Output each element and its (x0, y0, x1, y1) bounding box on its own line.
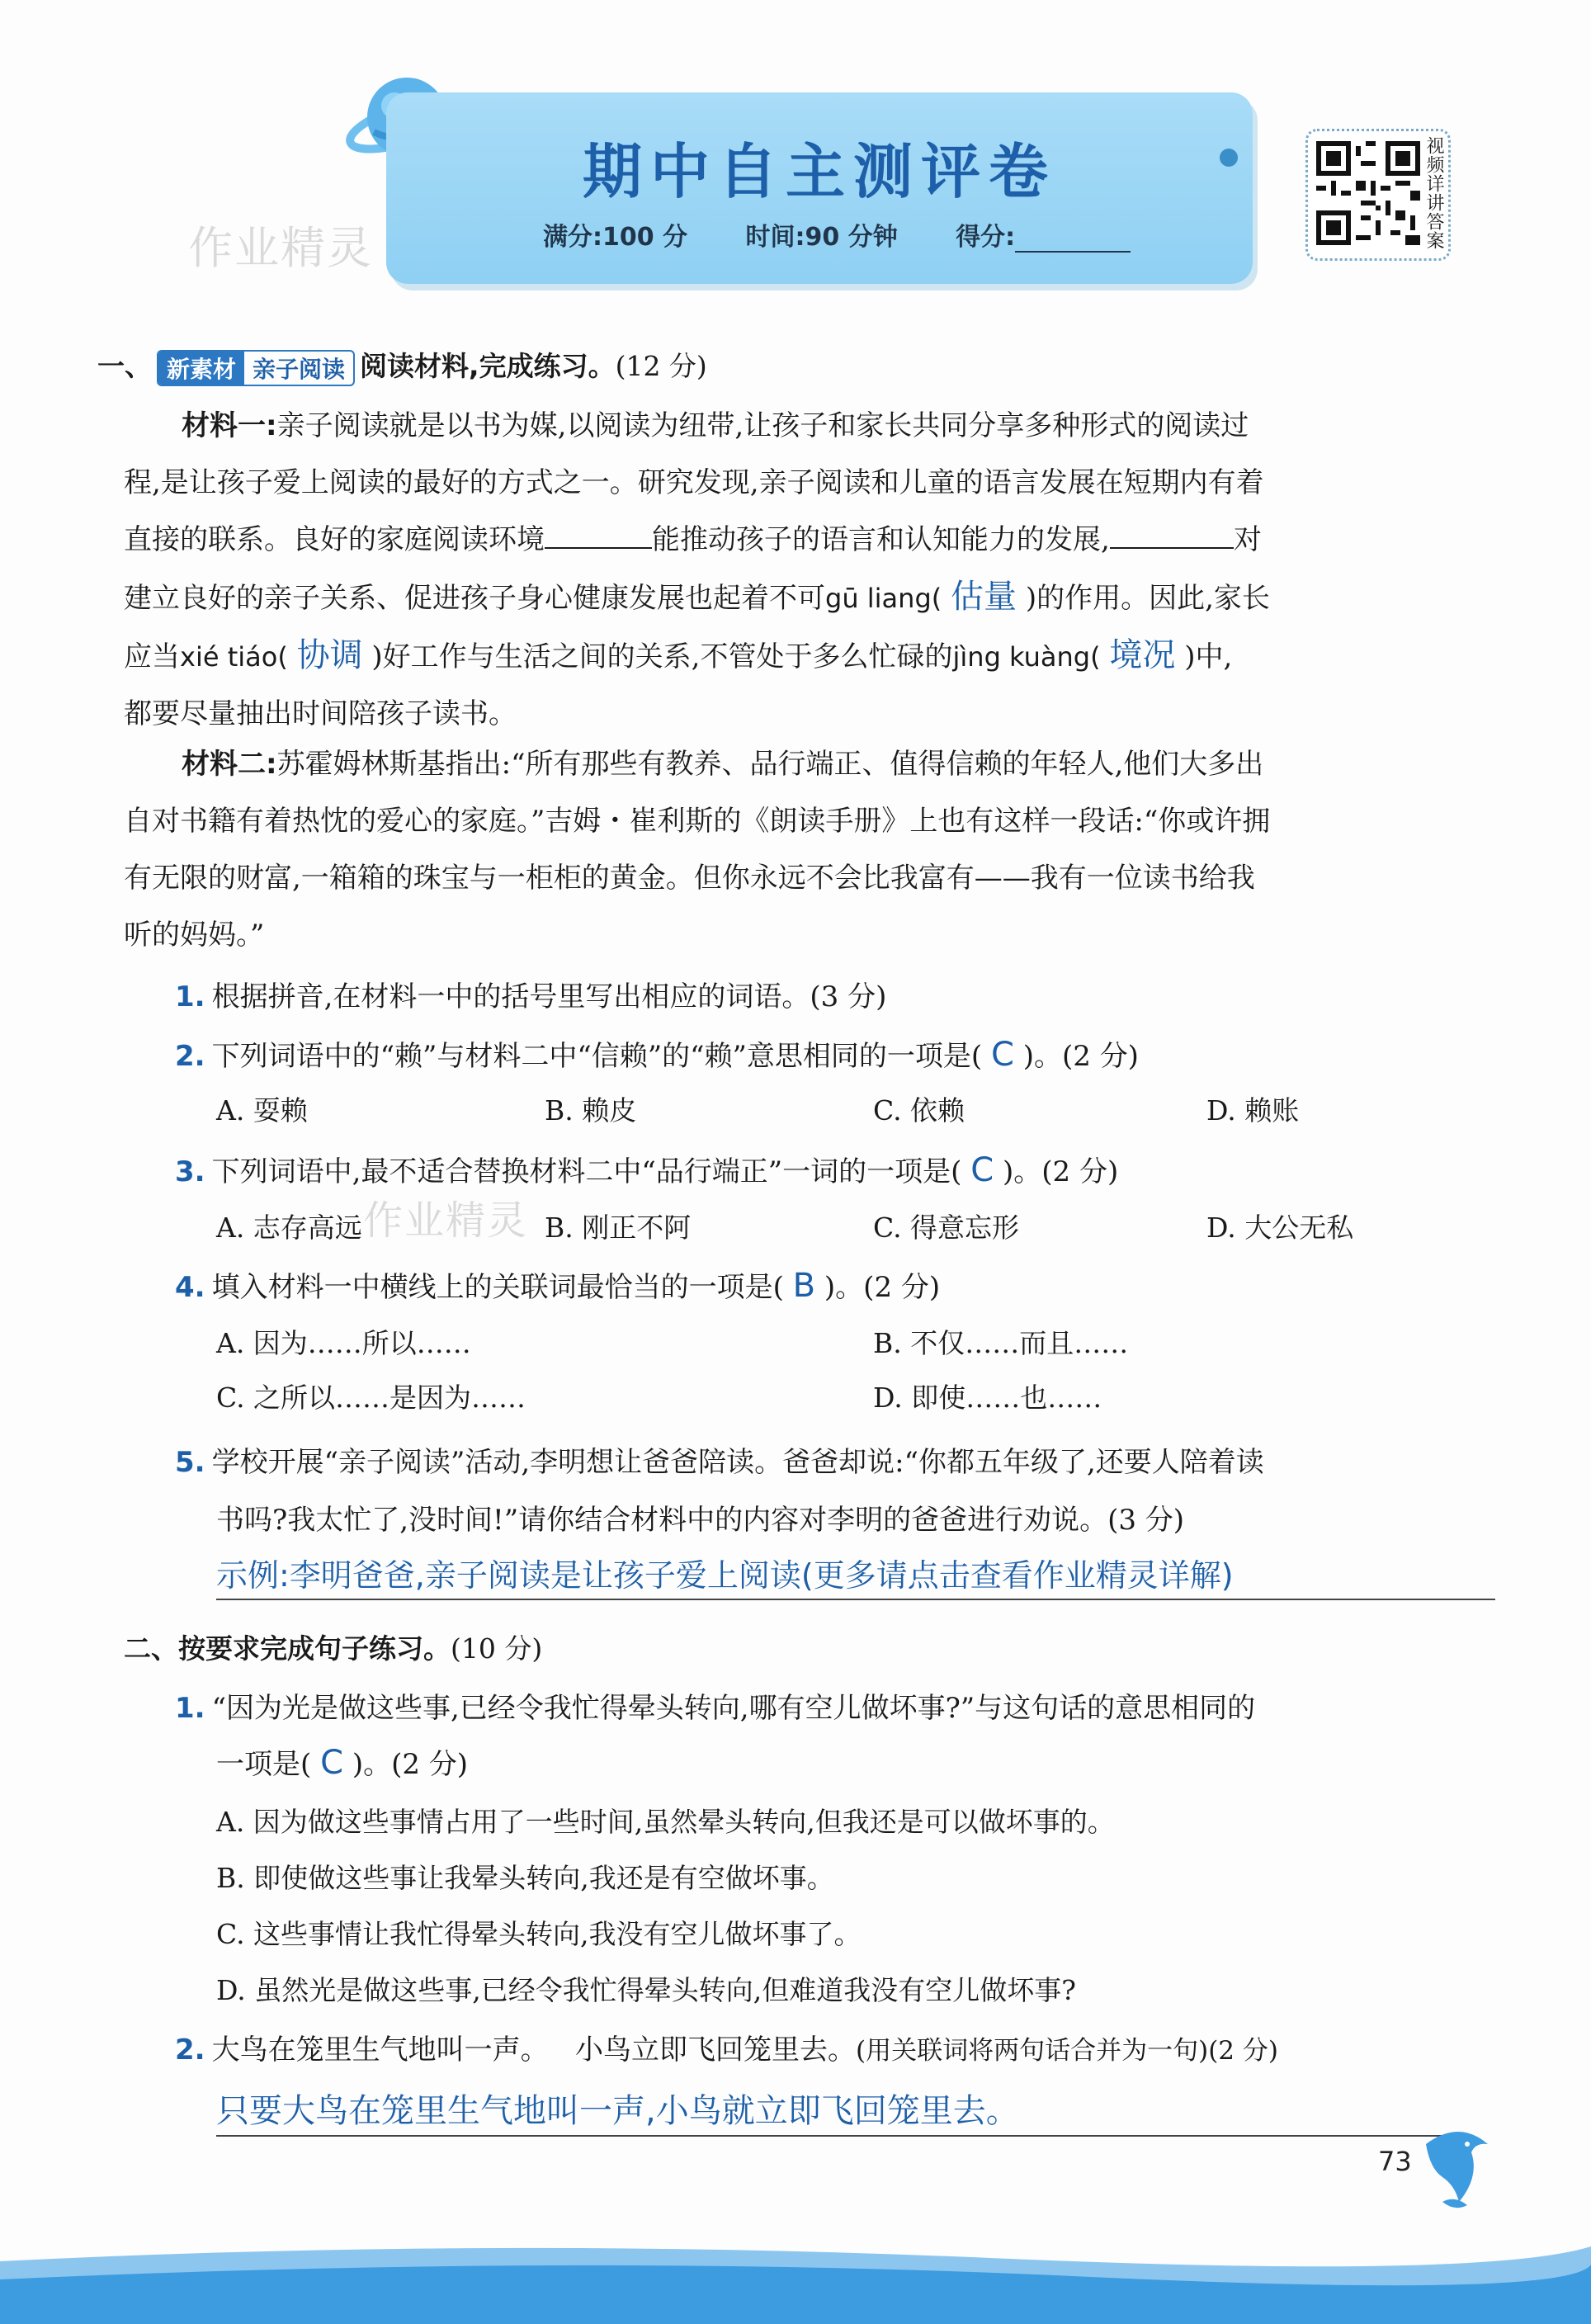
option: D. 虽然光是做这些事,已经令我忙得晕头转向,但难道我没有空儿做坏事? (216, 1974, 1076, 2006)
footer-band (0, 2228, 1591, 2324)
material-1: 材料一:亲子阅读就是以书为媒,以阅读为纽带,让孩子和家长共同分享多种形式的阅读过 程,是让孩子爱上阅读的最好的方式之一。研究发现,亲子阅读和儿童的语言发展在短期内有着 直接的联系。良好的家庭阅读环境 能推动孩子的语言和认知能力的发展, 对 建立良好的亲子关系、促进孩子身心健康发展也起着不可gū liang( 估量 )的作用。因此,家长 应当xié tiáo( 协调 )好工作与生活之间的关系,不管处于多么忙碌的jìng kuàng( 境况 )中, 都要尽量抽出时间陪孩子读书。 (124, 409, 1270, 730)
question-1-4: 4. 填入材料一中横线上的关联词最恰当的一项是( B )。(2 分) (175, 1267, 941, 1305)
qr-code[interactable] (1305, 129, 1451, 261)
question-2-1-cont: 一项是( C )。(2 分) (216, 1744, 469, 1782)
option: D. 赖账 (1206, 1094, 1300, 1127)
answer-xietiao: 协调 (296, 636, 363, 674)
section-1-heading: 一、 新素材 亲子阅读 阅读材料,完成练习。(12 分) (97, 345, 707, 386)
option: B. 不仅……而且…… (873, 1327, 1129, 1359)
qr-label: 视频详讲答案 (1423, 136, 1444, 250)
option: D. 大公无私 (1206, 1212, 1354, 1244)
answer-guliang: 估量 (951, 578, 1017, 616)
option: D. 即使……也…… (873, 1382, 1102, 1414)
option: B. 即使做这些事让我晕头转向,我还是有空做坏事。 (216, 1862, 834, 1894)
exam-time: 时间:90 分钟 (745, 223, 898, 252)
exam-meta (543, 216, 1180, 253)
option: C. 依赖 (873, 1094, 965, 1127)
answer-jingkuang: 境况 (1109, 636, 1176, 674)
watermark: 作业精灵 (188, 222, 373, 274)
score-label: 得分: (956, 223, 1180, 252)
qr-code-icon (1316, 138, 1420, 248)
material-2: 材料二:苏霍姆林斯基指出:“所有那些有教养、品行端正、值得信赖的年轻人,他们大多出 自对书籍有着热忱的爱心的家庭。”吉姆・崔利斯的《朗读手册》上也有这样一段话:“你或许拥 有无限的财富,一箱箱的珠宝与一柜柜的黄金。但你永远不会比我富有——我有一位读书给我 听的妈妈。” (124, 748, 1271, 952)
question-2-1: 1. “因为光是做这些事,已经令我忙得晕头转向,哪有空儿做坏事?”与这句话的意思相同的 (175, 1692, 1256, 1725)
dolphin-icon (1409, 2119, 1500, 2218)
question-1-3: 3. 下列词语中,最不适合替换材料二中“品行端正”一词的一项是( C )。(2 分) (175, 1151, 1119, 1189)
title-card (386, 92, 1253, 284)
page-title: 期中自主测评卷 (582, 137, 1056, 206)
answer-q2-2: 只要大鸟在笼里生气地叫一声,小鸟就立即飞回笼里去。 (216, 2085, 1462, 2137)
question-1-5-cont: 书吗?我太忙了,没时间!”请你结合材料中的内容对李明的爸爸进行劝说。(3 分) (216, 1504, 1185, 1537)
option: B. 赖皮 (545, 1094, 637, 1127)
option: B. 刚正不阿 (545, 1212, 692, 1244)
material-tag: 新素材 亲子阅读 (157, 350, 355, 386)
option: C. 之所以……是因为…… (216, 1382, 526, 1414)
watermark: 作业精灵 (363, 1197, 529, 1244)
option: A. 因为……所以…… (216, 1327, 471, 1359)
section-2-heading: 二、按要求完成句子练习。(10 分) (124, 1632, 543, 1665)
full-score: 满分:100 分 (543, 223, 688, 252)
question-1-2: 2. 下列词语中的“赖”与材料二中“信赖”的“赖”意思相同的一项是( C )。(2 分) (175, 1036, 1139, 1074)
option: A. 志存高远 (216, 1212, 362, 1244)
question-1-5: 5. 学校开展“亲子阅读”活动,李明想让爸爸陪读。爸爸却说:“你都五年级了,还要人陪着读 (175, 1446, 1264, 1479)
page-number: 73 (1378, 2146, 1412, 2177)
question-1-1: 1. 根据拼音,在材料一中的括号里写出相应的词语。(3 分) (175, 980, 887, 1013)
option: A. 因为做这些事情占用了一些时间,虽然晕头转向,但我还是可以做坏事的。 (216, 1806, 1115, 1838)
option: A. 耍赖 (216, 1094, 308, 1127)
answer-q5: 示例:李明爸爸,亲子阅读是让孩子爱上阅读(更多请点击查看作业精灵详解) (216, 1550, 1495, 1600)
option: C. 这些事情让我忙得晕头转向,我没有空儿做坏事了。 (216, 1918, 862, 1950)
question-2-2: 2. 大鸟在笼里生气地叫一声。 小鸟立即飞回笼里去。(用关联词将两句话合并为一句)(2 分) (175, 2034, 1278, 2067)
option: C. 得意忘形 (873, 1212, 1020, 1244)
